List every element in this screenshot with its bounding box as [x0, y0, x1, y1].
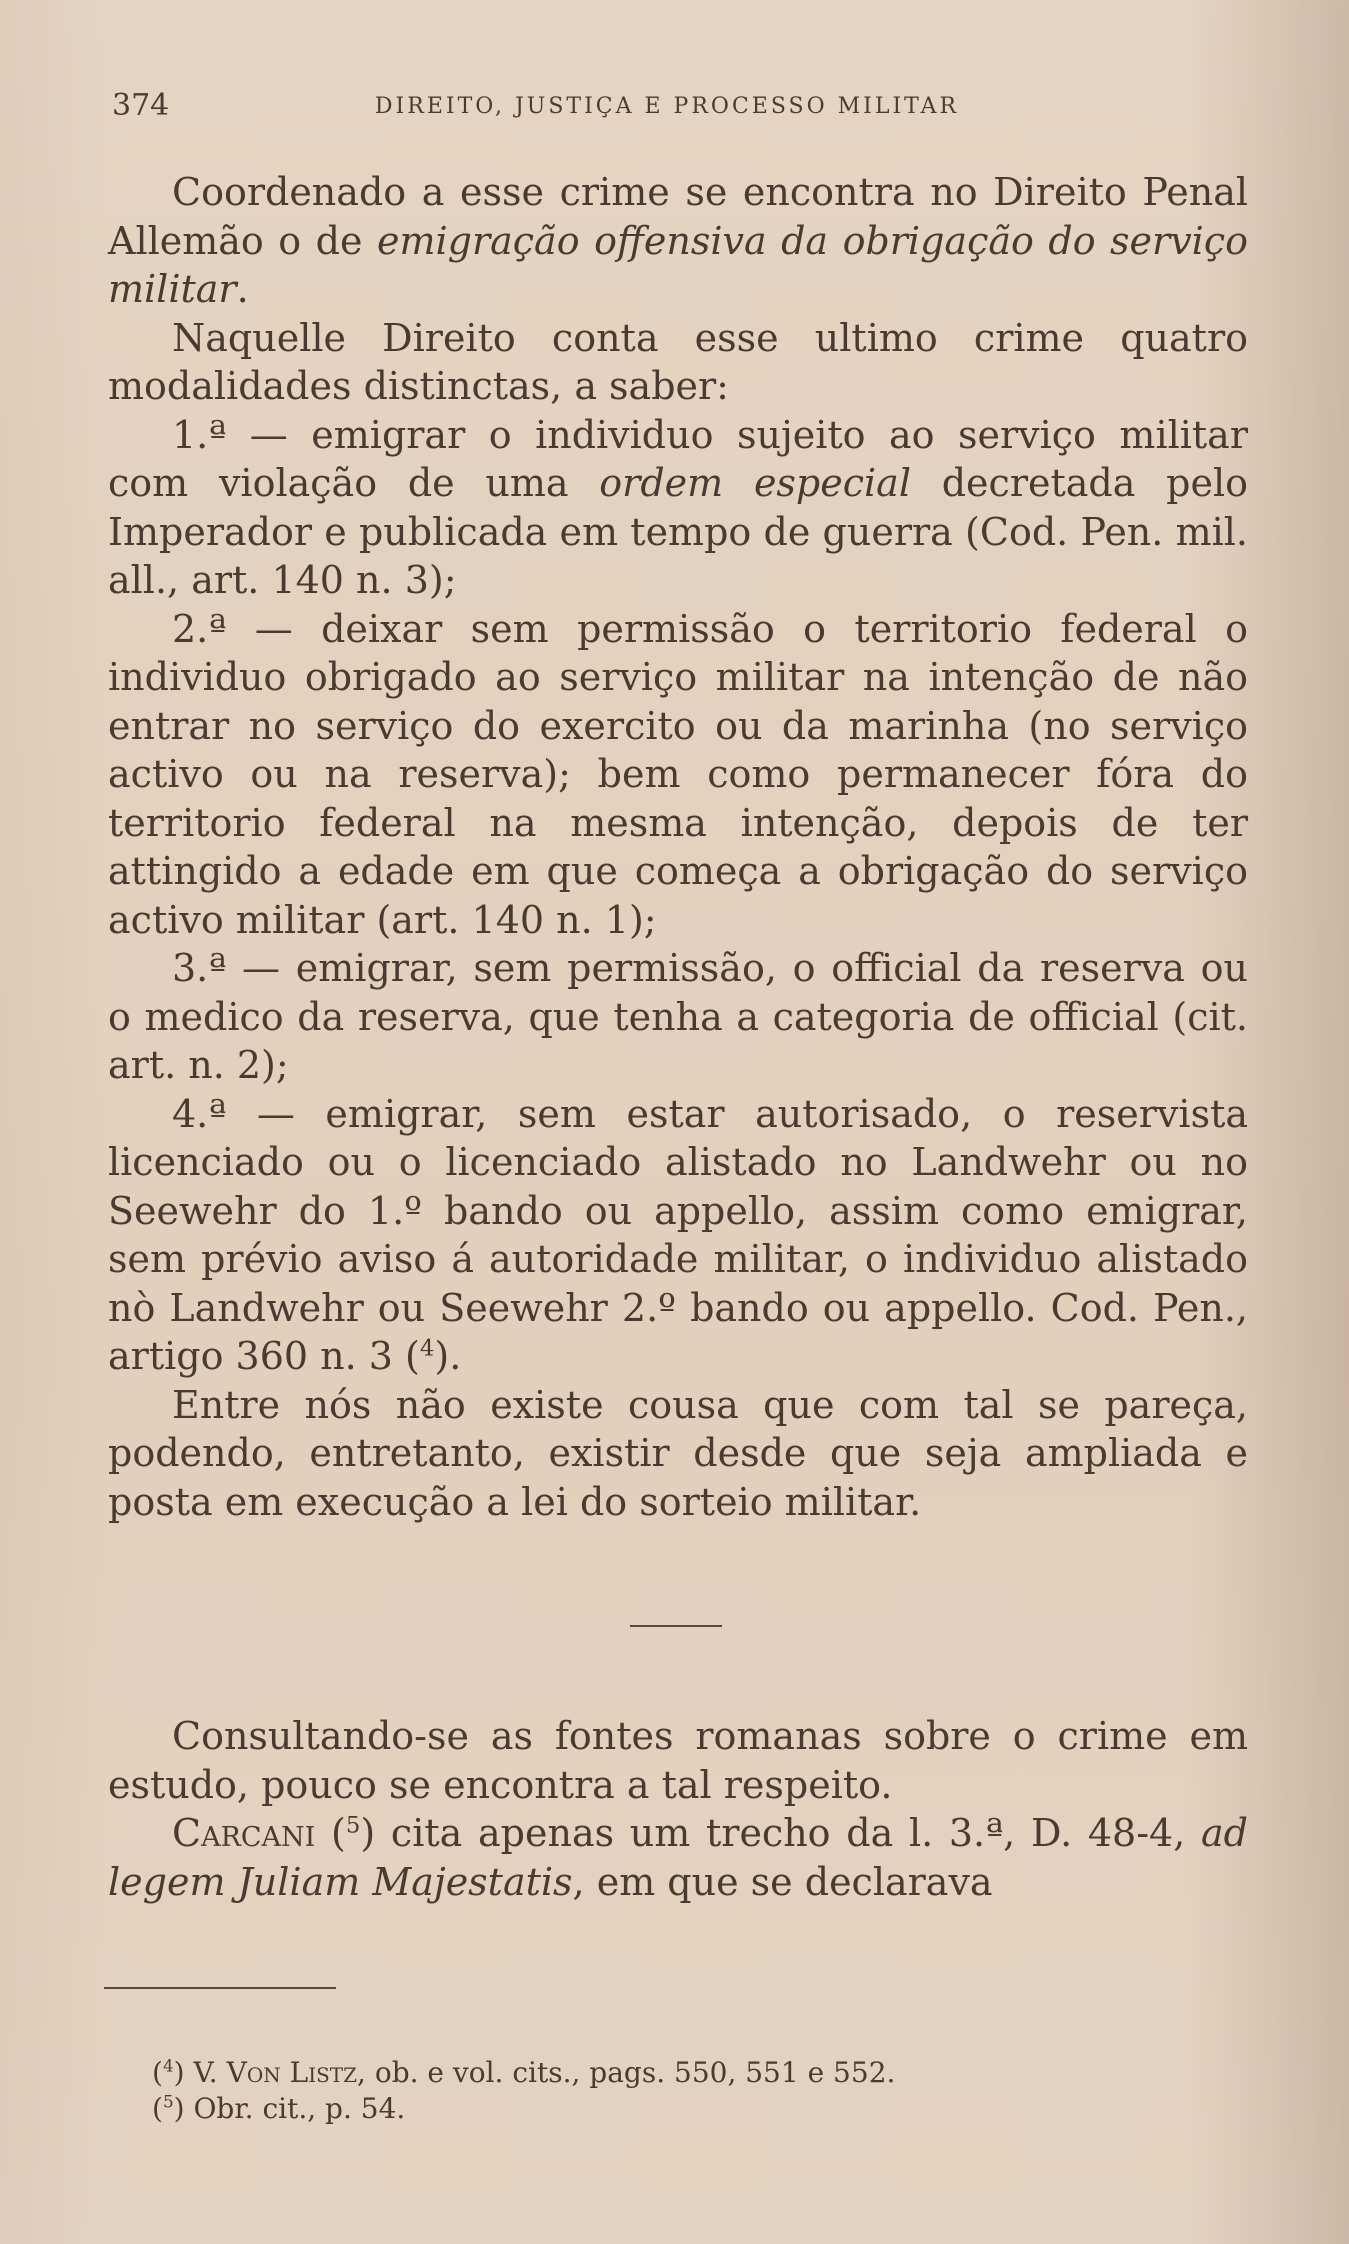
author-name: Von Listz [226, 2056, 358, 2089]
text-run: 4.ª — emigrar, sem estar autorisado, o reservista licenciado ou o licenciado alistado no Landwehr ou no Seewehr do 1.º bando ou appello, assim como emigrar, sem prévio aviso á autoridade militar, o individuo alistado nò Landwehr ou Seewehr 2.º bando ou appello. Cod. Pen., artigo 360 n. 3 ( [108, 1091, 1248, 1378]
text-run: 1.ª — emigrar o individuo sujeito ao serviço militar com violação de uma [108, 412, 1248, 505]
footnote-ref: 5 [345, 1812, 361, 1839]
section-roman-sources [108, 1712, 1248, 1906]
section-divider [630, 1625, 722, 1627]
paragraph-between-us: Entre nós não existe cousa que com tal se pareça, podendo, entretanto, existir desde que seja ampliada e posta em execução a lei do sorteio militar. [108, 1382, 1248, 1524]
footnote-mark: 5 [162, 2091, 174, 2112]
paragraph-item-2: 2.ª — deixar sem permissão o territorio federal o individuo obrigado ao serviço militar na intenção de não entrar no serviço do exercito ou da marinha (no serviço activo ou na reserva); bem como permanecer fóra do territorio federal na mesma intenção, depois de ter attingido a edade em que começa a obrigação do serviço activo militar (art. 140 n. 1); [108, 606, 1248, 942]
page-header [112, 88, 1222, 128]
footnote-4: ($^4$) V. Von Listz, ob. e vol. cits., pags. 550, 551 e 552. [152, 2055, 896, 2089]
italic-term: emigração offensiva da obrigação do serviço militar [108, 218, 1248, 311]
footnote-mark: 4 [162, 2055, 174, 2076]
text-run: decretada pelo Imperador e publicada em tempo de guerra (Cod. Pen. mil. all., art. 140 n. 3); [108, 461, 1248, 602]
text-run: . [236, 267, 249, 311]
italic-term: ad legem Juliam Majestatis [108, 1811, 1248, 1904]
main-text [108, 168, 1248, 1526]
author-name: Carcani [172, 1811, 316, 1855]
paragraph-carcani [108, 1809, 1248, 1906]
paragraph-item-4 [108, 1090, 1248, 1381]
text-run: V. [184, 2056, 227, 2089]
footnotes [152, 2055, 1212, 2127]
italic-term: ordem especial [599, 461, 911, 505]
text-run: ). [434, 1334, 462, 1378]
page-number: 374 [112, 88, 170, 123]
running-head: DIREITO, JUSTIÇA E PROCESSO MILITAR [374, 94, 960, 119]
text-run: Coordenado a esse crime se encontra no Direito Penal Allemão o de [108, 170, 1248, 263]
footnote-5: ($^5$) Obr. cit., p. 54. [152, 2091, 406, 2125]
text-run: Obr. cit., p. 54. [184, 2092, 406, 2125]
text-run: ( [315, 1811, 346, 1855]
paragraph-roman-sources: Consultando-se as fontes romanas sobre o crime em estudo, pouco se encontra a tal respeito. [108, 1714, 1248, 1807]
text-run: , ob. e vol. cits., pags. 550, 551 e 552. [357, 2056, 896, 2089]
paragraph-modalities: Naquelle Direito conta esse ultimo crime quatro modalidades distinctas, a saber: [108, 315, 1248, 408]
text-run: , em que se declarava [572, 1859, 993, 1904]
paragraph-item-1 [108, 411, 1248, 605]
footnote-ref: 4 [419, 1335, 435, 1362]
text-run: ) cita apenas um trecho da l. 3.ª, D. 48-4, [360, 1811, 1202, 1855]
footnote-rule [104, 1987, 336, 1989]
paragraph-item-3: 3.ª — emigrar, sem permissão, o official da reserva ou o medico da reserva, que tenha a categoria de official (cit. art. n. 2); [108, 946, 1248, 1087]
paragraph-emigration-intro [108, 168, 1248, 314]
